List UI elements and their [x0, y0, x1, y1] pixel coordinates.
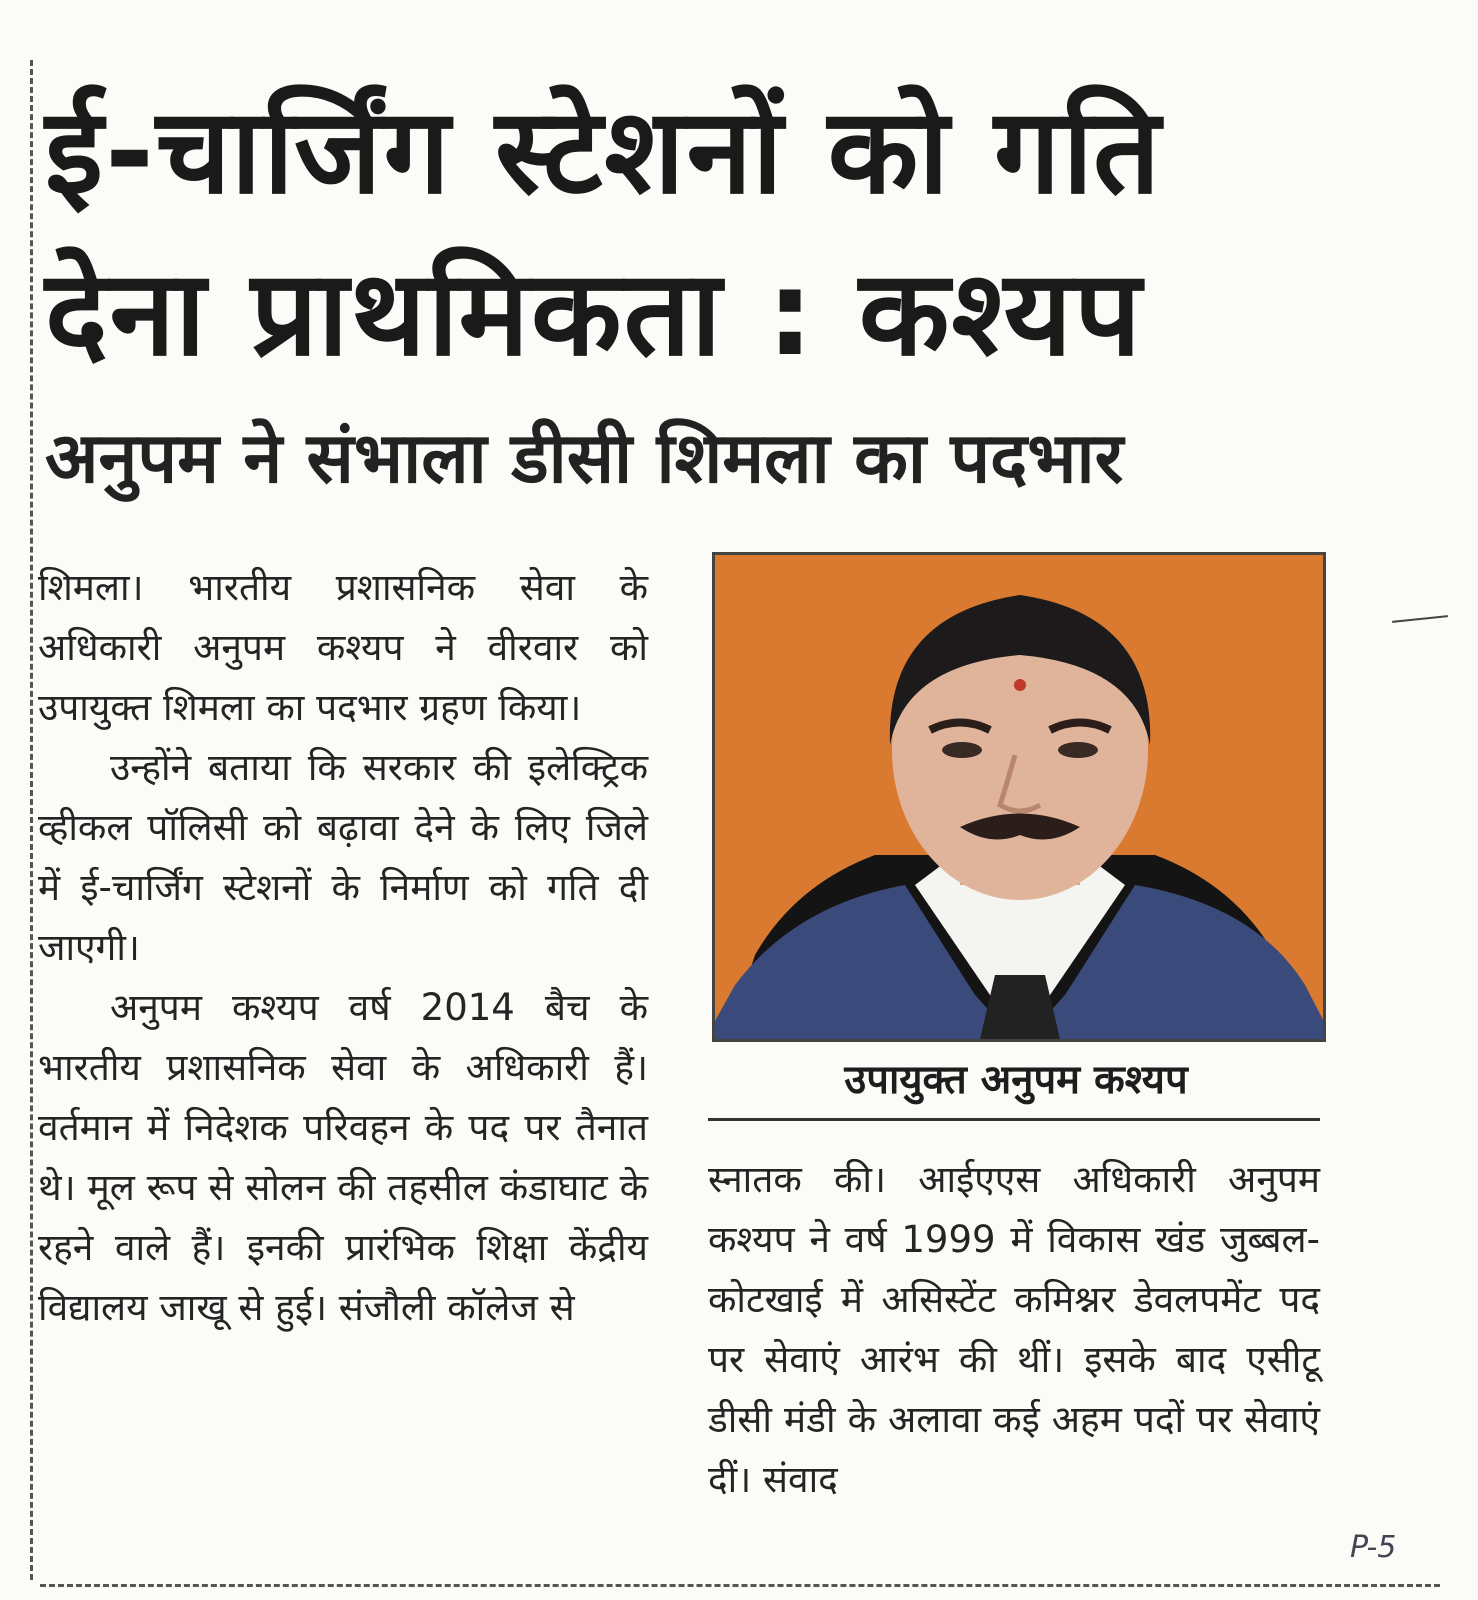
caption-rule	[708, 1118, 1320, 1121]
margin-note: P-5	[1350, 1530, 1397, 1565]
headline: ई-चार्जिंग स्टेशनों को गति देना प्राथमिकता : कश्यप	[45, 82, 1163, 382]
article-paragraph: उन्होंने बताया कि सरकार की इलेक्ट्रिक व्हीकल पॉलिसी को बढ़ावा देने के लिए जिले में ई-चार्जिंग स्टेशनों के निर्माण को गति दी जाएगी।	[38, 746, 648, 969]
margin-pen-mark	[1392, 615, 1448, 623]
article-paragraph: शिमला। भारतीय प्रशासनिक सेवा के अधिकारी अनुपम कश्यप ने वीरवार को उपायुक्त शिमला का पदभार ग्रहण किया।	[38, 566, 648, 729]
subheadline: अनुपम ने संभाला डीसी शिमला का पदभार	[45, 417, 1124, 499]
article-paragraph: अनुपम कश्यप वर्ष 2014 बैच के भारतीय प्रशासनिक सेवा के अधिकारी हैं। वर्तमान में निदेशक परिवहन के पद पर तैनात थे। मूल रूप से सोलन की तहसील कंडाघाट के रहने वाले हैं। इनकी प्रारंभिक शिक्षा केंद्रीय विद्यालय जाखू से हुई। संजौली कॉलेज से	[38, 986, 648, 1329]
cut-line-left	[30, 60, 33, 1580]
cut-line-bottom	[40, 1584, 1440, 1587]
article-column-right	[708, 1150, 1320, 1510]
portrait-illustration	[715, 555, 1323, 1039]
photo-caption: उपायुक्त अनुपम कश्यप	[844, 1057, 1188, 1103]
portrait-photo	[712, 552, 1326, 1042]
article-paragraph: स्नातक की। आईएएस अधिकारी अनुपम कश्यप ने वर्ष 1999 में विकास खंड जुब्बल-कोटखाई में असिस्टेंट कमिश्नर डेवलपमेंट पद पर सेवाएं आरंभ की थीं। इसके बाद एसीटू डीसी मंडी के अलावा कई अहम पदों पर सेवाएं दीं। संवाद	[708, 1158, 1320, 1501]
article-column-left	[38, 558, 648, 1338]
